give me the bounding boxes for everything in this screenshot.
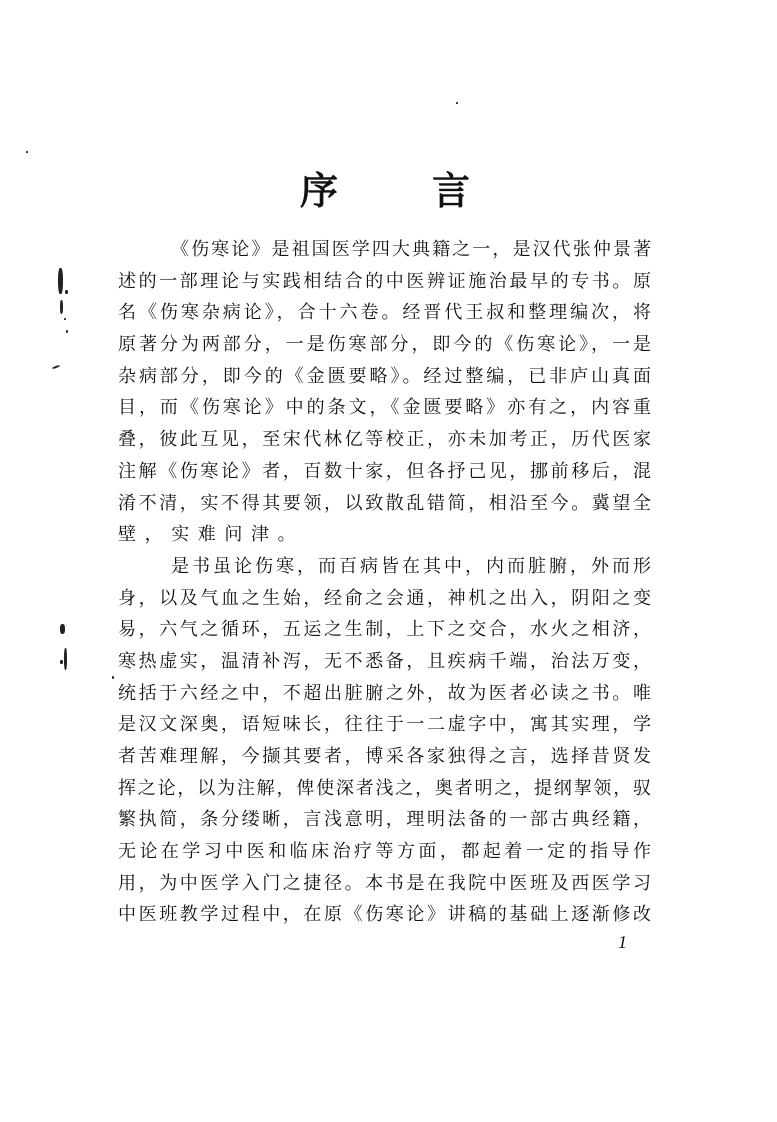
text-line: 是书虽论伤寒，而百病皆在其中，内而脏腑，外而形	[171, 555, 651, 577]
title-char: 序	[300, 168, 339, 213]
text-line: 身，以及气血之生始，经俞之会通，神机之出入，阴阳之变	[118, 587, 651, 609]
text-line: 是汉文深奥，语短味长，往往于一二虚字中，寓其实理，学	[118, 714, 651, 736]
text-line: 中医班教学过程中，在原《伤寒论》讲稿的基础上逐渐修改	[118, 904, 651, 926]
text-line: 注解《伤寒论》者，百数十家，但各抒己见，挪前移后，混	[118, 460, 651, 482]
text-line: 易，六气之循环，五运之生制，上下之交合，水火之相济，	[118, 619, 651, 641]
text-line: 寒热虚实，温清补泻，无不悉备，且疾病千端，治法万变，	[118, 650, 651, 672]
text-line: 名《伤寒杂病论》，合十六卷。经晋代王叔和整理编次，将	[118, 302, 651, 324]
text-line: 淆不清，实不得其要领，以致散乱错简，相沿至今。冀望全	[118, 492, 651, 514]
text-line: 杂病部分，即今的《金匮要略》。经过整编，已非庐山真面	[118, 365, 651, 387]
title-char: 言	[431, 168, 470, 213]
text-line: 无论在学习中医和临床治疗等方面，都起着一定的指导作	[118, 841, 651, 863]
page-title	[300, 160, 470, 215]
text-line: 叠，彼此互见，至宋代林亿等校正，亦未加考正，历代医家	[118, 429, 651, 451]
text-line: 挥之论，以为注解，俾使深者浅之，奥者明之，提纲挈领，驭	[118, 777, 651, 799]
text-line: 《伤寒论》是祖国医学四大典籍之一，是汉代张仲景著	[171, 239, 651, 260]
text-line: 统括于六经之中，不超出脏腑之外，故为医者必读之书。唯	[118, 682, 651, 704]
text-line: 原著分为两部分，一是伤寒部分，即今的《伤寒论》，一是	[118, 334, 651, 356]
text-line: 述的一部理论与实践相结合的中医辨证施治最早的专书。原	[118, 270, 651, 292]
preface-body	[118, 234, 651, 931]
text-line: 用，为中医学入门之捷径。本书是在我院中医班及西医学习	[118, 872, 651, 894]
text-line: 目，而《伤寒论》中的条文，《金匮要略》亦有之，内容重	[118, 397, 651, 419]
page-number: 1	[618, 932, 627, 952]
text-line: 壁，实难问津。	[118, 524, 305, 546]
text-line: 者苦难理解，今撷其要者，博采各家独得之言，选择昔贤发	[118, 746, 651, 767]
text-line: 繁执简，条分缕晰，言浅意明，理明法备的一部古典经籍，	[118, 809, 651, 831]
